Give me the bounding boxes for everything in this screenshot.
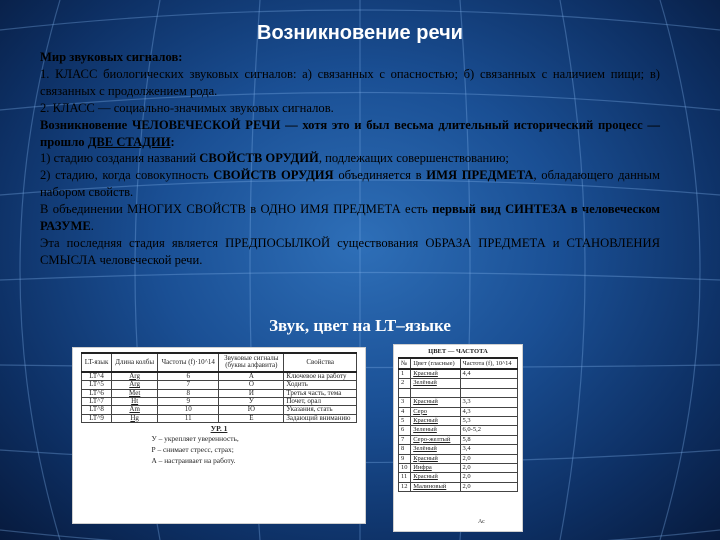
paragraph-class-1: 1. КЛАСС биологических звуковых сигналов: а) связанных с опасностью; б) связанных с наличием пищи; в) связанных с продолжением рода.	[40, 66, 660, 98]
table-header: Звуковые сигналы (буквы алфавита)	[219, 353, 284, 372]
table-row: 6 Зеленый 6,0-5,2	[399, 426, 518, 435]
lt-language-table-image	[72, 347, 366, 524]
note-title-row: УР. 1	[210, 424, 228, 434]
table-footer-note: Ас	[478, 519, 485, 525]
table-row: 4 Серо 4,3	[399, 407, 518, 416]
lt-language-table	[81, 352, 357, 466]
table-row: 10 Инфра 2,0	[399, 464, 518, 473]
slide-title: Возникновение речи	[257, 22, 463, 44]
table-row: LT^9 Hg 11 Е Задающий вниманию	[82, 414, 357, 422]
paragraph-intro: Мир звуковых сигналов:	[40, 50, 183, 64]
table-row: LT^4 Arg 6 А Ключевое на работу	[82, 372, 357, 381]
note-row: Р – снимает стресс, страх;	[151, 444, 234, 454]
table-header: Длина колбы	[112, 353, 158, 372]
table-row: 12 Малиновый 2,0	[399, 482, 518, 491]
table-caption: ЦВЕТ — ЧАСТОТА	[428, 348, 488, 355]
table-header: Частота (f), 10^14	[460, 358, 517, 369]
table-row: 7 Серо-желтый 5,8	[399, 435, 518, 444]
table-header: LT-язык	[82, 353, 112, 372]
note-row: А – настраивает на работу.	[151, 455, 236, 465]
table-row: LT^8 Am 10 Ю Указания, стать	[82, 406, 357, 414]
note-row: У – укрепляет уверенность,	[151, 433, 239, 443]
table-row: LT^7 Ht 9 У Почет, орал	[82, 398, 357, 406]
table-header: Цвет (гласные)	[411, 358, 460, 369]
slide-subtitle: Звук, цвет на LT–языке	[269, 316, 451, 335]
paragraph-stage-1: 1) стадию создания названий СВОЙСТВ ОРУДИЙ, подлежащих совершенствованию;	[40, 151, 509, 166]
body-text	[40, 49, 660, 269]
table-row: LT^5 Arg 7 О Ходить	[82, 381, 357, 389]
table-row: LT^6 Met 8 И Третья часть, тема	[82, 389, 357, 397]
table-header: Частоты (f)·10^14	[158, 353, 219, 372]
color-frequency-table-image	[393, 344, 523, 532]
table-row: 5 Красный 5,3	[399, 417, 518, 426]
paragraph-synthesis: В объединении МНОГИХ СВОЙСТВ в ОДНО ИМЯ ПРЕДМЕТА есть первый вид СИНТЕЗА в человеческом РАЗУМЕ.	[40, 202, 660, 234]
table-row	[399, 388, 518, 397]
table-row: 11 Красный 2,0	[399, 473, 518, 482]
table-row: 2 Зелёный	[399, 379, 518, 388]
table-row: 3 Красный 3,3	[399, 398, 518, 407]
table-row: 9 Красный 2,0	[399, 454, 518, 463]
paragraph-speech-origin: Возникновение ЧЕЛОВЕЧЕСКОЙ РЕЧИ — хотя это и был весьма длительный исторический процесс — прошло ДВЕ СТАДИИ:	[40, 117, 660, 149]
paragraph-stage-2: 2) стадию, когда совокупность СВОЙСТВ ОРУДИЯ объединяется в ИМЯ ПРЕДМЕТА, обладающего данным набором свойств.	[40, 168, 660, 200]
table-header: №	[399, 358, 411, 369]
table-header: Свойства	[284, 353, 357, 372]
table-row: 8 Зелёный 3,4	[399, 445, 518, 454]
paragraph-final-stage: Эта последняя стадия является ПРЕДПОСЫЛКОЙ существования ОБРАЗА ПРЕДМЕТА и СТАНОВЛЕНИЯ СМЫСЛА человеческой речи.	[40, 235, 660, 267]
paragraph-class-2: 2. КЛАСС — социально-значимых звуковых сигналов.	[40, 100, 334, 115]
table-row: 1 Красный 4,4	[399, 369, 518, 379]
color-frequency-table	[398, 357, 518, 492]
